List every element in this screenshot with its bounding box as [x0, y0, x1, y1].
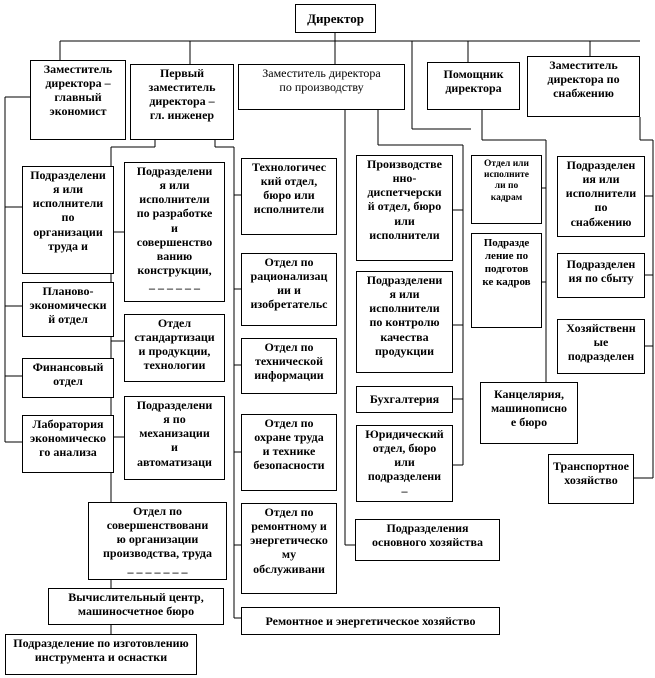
planning-economic-dept-box: Планово- экономически й отдел	[22, 282, 114, 337]
repair-energy-economy-box: Ремонтное и энергетическое хозяйство	[241, 607, 500, 635]
tooling-unit-box: Подразделение по изготовлению инструмента и оснастки	[5, 634, 197, 675]
main-economy-units-box: Подразделения основного хозяйства	[355, 519, 500, 561]
standardization-dept-box: Отдел стандартизаци и продукции, технологии	[124, 314, 225, 382]
rationalization-dept-box: Отдел по рационализац ии и изобретательс	[241, 253, 337, 326]
hr-dept-box: Отдел или исполните ли по кадрам	[471, 155, 542, 224]
accounting-box: Бухгалтерия	[356, 386, 453, 413]
labor-organization-unit-box: Подразделени я или исполнители по организации труда и	[22, 166, 114, 274]
production-organization-dept-box: Отдел по совершенствовани ю организации производства, труда _ _ _ _ _ _ _	[88, 502, 227, 580]
first-deputy-chief-engineer-box: Первый заместитель директора – гл. инженер	[130, 64, 234, 140]
design-development-unit-box: Подразделени я или исполнители по разработке и совершенство ванию конструкции, _ _ _ _ _ _	[124, 162, 225, 302]
director-assistant-box: Помощник директора	[427, 62, 520, 110]
economic-analysis-lab-box: Лаборатория экономическо го анализа	[22, 415, 114, 473]
office-typing-bureau-box: Канцелярия, машинописно е бюро	[480, 382, 578, 444]
repair-maintenance-dept-box: Отдел по ремонтному и энергетическо му обслуживани	[241, 503, 337, 594]
deputy-chief-economist-box: Заместитель директора – главный экономист	[30, 60, 126, 140]
supply-units-box: Подразделен ия или исполнители по снабжению	[557, 156, 645, 237]
deputy-production-box: Заместитель директора по производству	[238, 64, 405, 110]
dispatch-dept-box: Производстве нно- диспетчерски й отдел, бюро или исполнители	[356, 155, 453, 261]
finance-dept-box: Финансовый отдел	[22, 358, 114, 398]
transport-economy-box: Транспортное хозяйство	[548, 454, 634, 504]
technology-dept-box: Технологичес кий отдел, бюро или исполнители	[241, 158, 337, 235]
legal-dept-box: Юридический отдел, бюро или подразделени –	[356, 425, 453, 502]
hr-training-unit-box: Подразде ление по подготов ке кадров	[471, 233, 542, 328]
quality-control-unit-box: Подразделени я или исполнители по контролю качества продукции	[356, 271, 453, 373]
household-units-box: Хозяйственн ые подразделен	[557, 319, 645, 374]
deputy-supply-box: Заместитель директора по снабжению	[527, 56, 640, 117]
technical-info-dept-box: Отдел по технической информации	[241, 338, 337, 394]
sales-units-box: Подразделен ия по сбыту	[557, 253, 645, 298]
director-box: Директор	[295, 4, 376, 33]
computing-center-box: Вычислительный центр, машиносчетное бюро	[48, 588, 224, 625]
mechanization-unit-box: Подразделени я по механизации и автоматизаци	[124, 396, 225, 480]
labor-safety-dept-box: Отдел по охране труда и технике безопасности	[241, 414, 337, 491]
